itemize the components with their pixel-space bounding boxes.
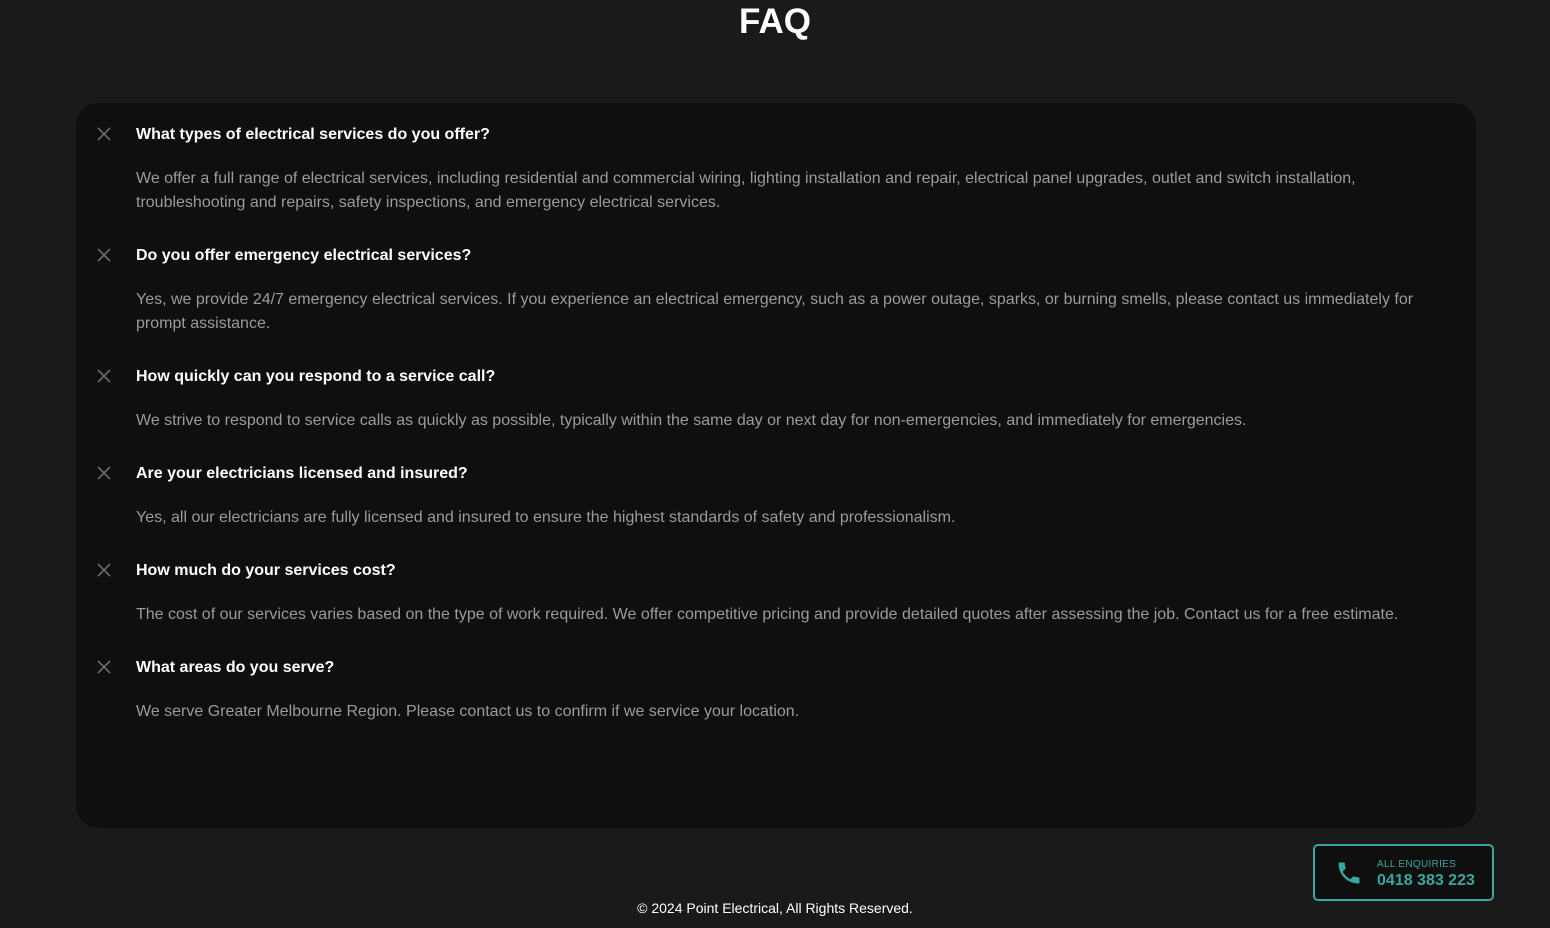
faq-answer: We offer a full range of electrical services, including residential and commercial wiring, lighting installation and repair, electrical panel upgrades, outlet and switch installation, troubleshooting and repairs, safety inspections, and emergency electrical services. xyxy=(136,170,1356,211)
close-icon[interactable] xyxy=(96,247,112,263)
close-icon[interactable] xyxy=(96,126,112,142)
footer-copyright: © 2024 Point Electrical, All Rights Reserved. xyxy=(637,900,913,916)
close-icon[interactable] xyxy=(96,465,112,481)
faq-answer: We serve Greater Melbourne Region. Please contact us to confirm if we service your location. xyxy=(136,703,800,720)
enquiry-label: ALL ENQUIRIES xyxy=(1377,859,1457,870)
close-icon[interactable] xyxy=(96,562,112,578)
faq-item xyxy=(76,462,1476,530)
faq-answer: We strive to respond to service calls as quickly as possible, typically within the same day or next day for non-emergencies, and immediately for emergencies. xyxy=(136,412,1247,429)
faq-question[interactable]: How much do your services cost? xyxy=(136,562,396,579)
faq-answer: Yes, all our electricians are fully licensed and insured to ensure the highest standards of safety and professionalism. xyxy=(136,509,956,526)
faq-panel xyxy=(76,103,1476,828)
faq-item xyxy=(76,559,1476,627)
faq-item xyxy=(76,244,1476,336)
close-icon[interactable] xyxy=(96,368,112,384)
faq-item xyxy=(76,365,1476,433)
faq-item xyxy=(76,123,1476,215)
faq-question[interactable]: Are your electricians licensed and insured? xyxy=(136,465,468,482)
faq-question[interactable]: How quickly can you respond to a service call? xyxy=(136,368,496,385)
faq-question[interactable]: What types of electrical services do you offer? xyxy=(136,126,490,143)
faq-answer: The cost of our services varies based on the type of work required. We offer competitive pricing and provide detailed quotes after assessing the job. Contact us for a free estimate. xyxy=(136,606,1399,623)
phone-icon xyxy=(1335,859,1363,887)
faq-question[interactable]: Do you offer emergency electrical services? xyxy=(136,247,472,264)
enquiry-call-button[interactable] xyxy=(1313,844,1494,901)
close-icon[interactable] xyxy=(96,659,112,675)
enquiry-phone-number[interactable]: 0418 383 223 xyxy=(1377,872,1475,889)
faq-answer: Yes, we provide 24/7 emergency electrical services. If you experience an electrical emergency, such as a power outage, sparks, or burning smells, please contact us immediately for prompt assistance. xyxy=(136,291,1414,332)
faq-item xyxy=(76,656,1476,724)
page-title: FAQ xyxy=(739,2,811,41)
faq-question[interactable]: What areas do you serve? xyxy=(136,659,335,676)
